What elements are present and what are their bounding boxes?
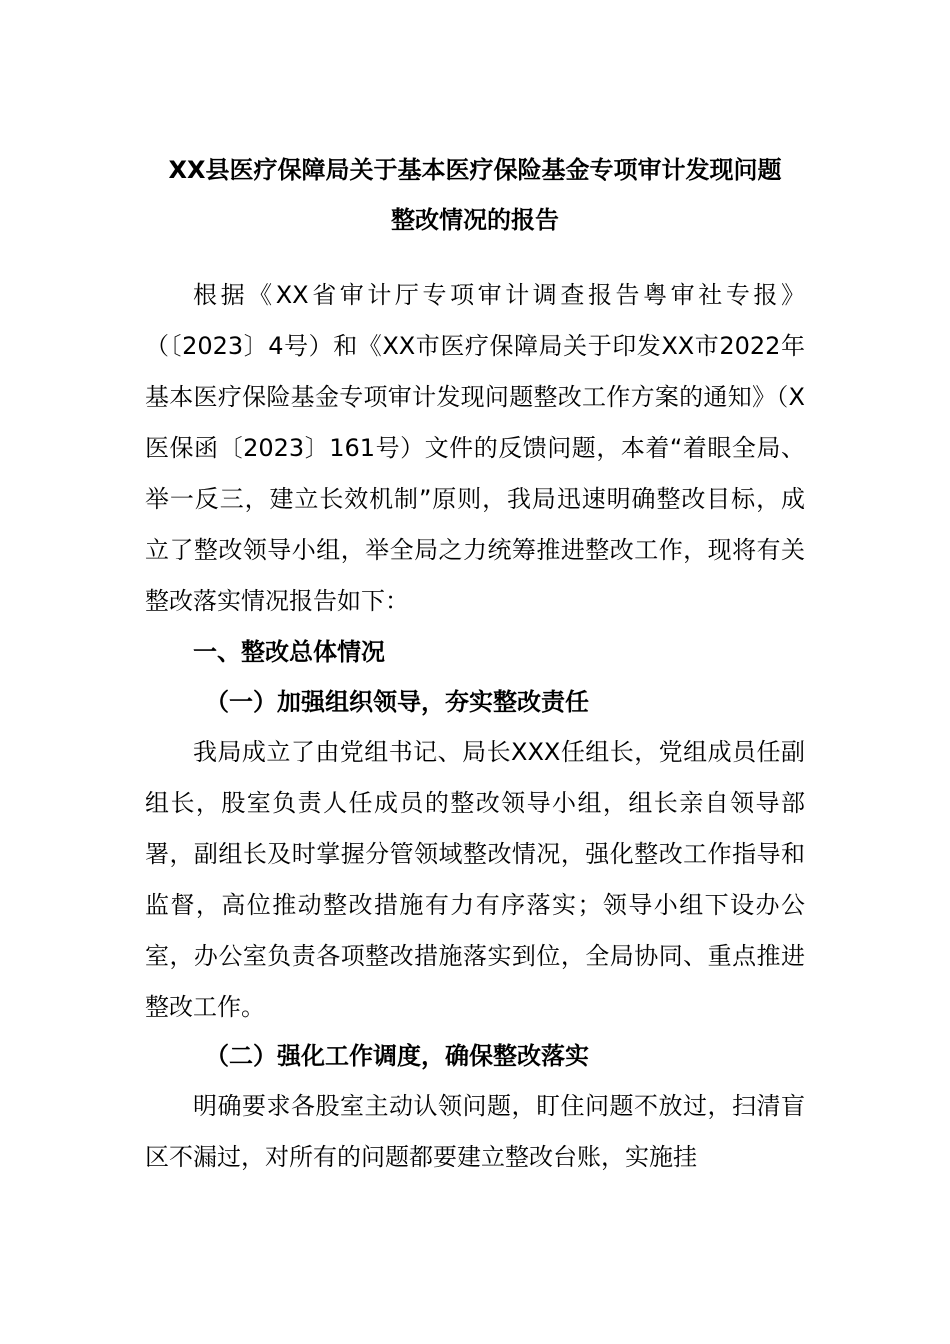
intro-paragraph: 根据《XX省审计厅专项审计调查报告粤审社专报》（〔2023〕4号）和《XX市医疗保障局关于印发XX市2022年基本医疗保险基金专项审计发现问题整改工作方案的通知》（X医保函〔2023〕161号）文件的反馈问题，本着“着眼全局、举一反三，建立长效机制”原则，我局迅速明确整改目标，成立了整改领导小组，举全局之力统筹推进整改工作，现将有关整改落实情况报告如下：	[145, 281, 805, 615]
subsection-1-body: 我局成立了由党组书记、局长XXX任组长，党组成员任副组长，股室负责人任成员的整改领导小组，组长亲自领导部署，副组长及时掌握分管领域整改情况，强化整改工作指导和监督，高位推动整改措施有力有序落实；领导小组下设办公室，办公室负责各项整改措施落实到位，全局协同、重点推进整改工作。	[145, 738, 805, 1021]
document-title-line1: XX县医疗保障局关于基本医疗保险基金专项审计发现问题	[168, 156, 782, 184]
subsection-heading-2: （二）强化工作调度，确保整改落实	[205, 1042, 589, 1070]
subsection-heading-1: （一）加强组织领导，夯实整改责任	[205, 688, 589, 716]
document-title-line2: 整改情况的报告	[391, 206, 559, 234]
subsection-2-body: 明确要求各股室主动认领问题，盯住问题不放过，扫清盲区不漏过，对所有的问题都要建立整改台账，实施挂	[145, 1092, 805, 1171]
section-heading-1: 一、整改总体情况	[193, 638, 385, 666]
